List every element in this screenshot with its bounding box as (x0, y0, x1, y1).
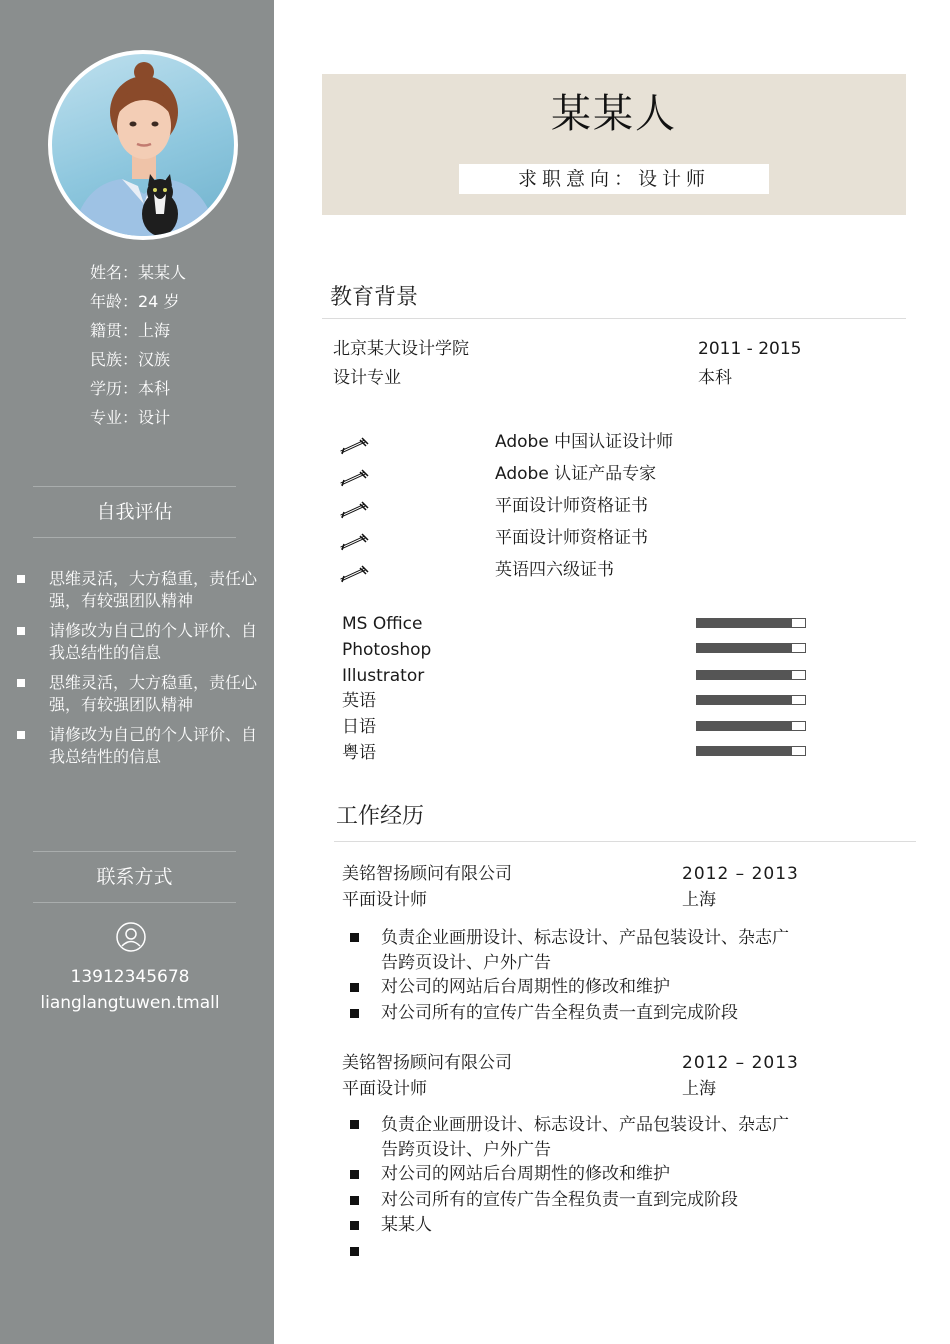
education-divider (322, 318, 906, 319)
skill-name: 英语 (342, 691, 376, 711)
avatar-portrait (52, 54, 234, 236)
user-circle-icon (116, 922, 146, 952)
info-major: 专业：设计 (90, 408, 171, 427)
skill-bar-fill (697, 619, 792, 627)
job-role: 平面设计师 (342, 1079, 427, 1099)
bullet-square (350, 1120, 359, 1129)
certificate-item: Adobe 中国认证设计师 (495, 432, 674, 452)
resume-name: 某某人 (551, 91, 677, 137)
diploma-icon (338, 500, 370, 520)
job-city: 上海 (682, 890, 716, 910)
contact-title: 联系方式 (33, 851, 236, 903)
bullet-square (350, 1196, 359, 1205)
job-years: 2012 – 2013 (682, 1053, 799, 1073)
info-name: 姓名：某某人 (90, 263, 187, 282)
education-title: 教育背景 (330, 285, 419, 310)
job-intent: 求职意向：设计师 (459, 164, 769, 194)
skill-name: Photoshop (342, 640, 432, 660)
diploma-icon (338, 468, 370, 488)
job-role: 平面设计师 (342, 890, 427, 910)
certificate-item: 英语四六级证书 (495, 560, 614, 580)
job-years: 2012 – 2013 (682, 864, 799, 884)
bullet-square (350, 1221, 359, 1230)
self-eval-item: 思维灵活，大方稳重，责任心强，有较强团队精神 (14, 568, 259, 612)
self-eval-item: 请修改为自己的个人评价、自我总结性的信息 (14, 620, 259, 664)
bullet-square (350, 1170, 359, 1179)
diploma-icon (338, 436, 370, 456)
certificate-item: 平面设计师资格证书 (495, 496, 648, 516)
info-education: 学历：本科 (90, 379, 171, 398)
bullet-square (350, 1247, 359, 1256)
job-duty: 对公司的网站后台周期性的修改和维护 (381, 1164, 670, 1184)
bullet-square (350, 933, 359, 942)
diploma-icon (338, 532, 370, 552)
work-title: 工作经历 (336, 804, 425, 829)
skill-bar (696, 695, 806, 705)
self-eval-list (14, 568, 259, 776)
skill-bar (696, 670, 806, 680)
info-hometown: 籍贯：上海 (90, 321, 171, 340)
skill-bar-fill (697, 696, 792, 704)
job-duty: 某某人 (381, 1215, 432, 1235)
work-divider (334, 841, 916, 842)
self-eval-title: 自我评估 (33, 486, 236, 538)
job-duty: 负责企业画册设计、标志设计、产品包装设计、杂志广告跨页设计、户外广告 (381, 928, 789, 973)
skill-bar-fill (697, 644, 792, 652)
diploma-icon (338, 564, 370, 584)
self-eval-item: 思维灵活，大方稳重，责任心强，有较强团队精神 (14, 672, 259, 716)
skill-bar (696, 721, 806, 731)
bullet-square (350, 1009, 359, 1018)
edu-years: 2011 - 2015 (698, 339, 802, 359)
avatar (48, 50, 238, 240)
skill-bar-fill (697, 722, 792, 730)
bullet-square (350, 983, 359, 992)
job-company: 美铭智扬顾问有限公司 (342, 864, 512, 884)
edu-major: 设计专业 (333, 368, 401, 388)
job-city: 上海 (682, 1079, 716, 1099)
job-company: 美铭智扬顾问有限公司 (342, 1053, 512, 1073)
certificate-item: 平面设计师资格证书 (495, 528, 648, 548)
skill-bar (696, 643, 806, 653)
job-duty: 对公司的网站后台周期性的修改和维护 (381, 977, 670, 997)
skill-bar-fill (697, 671, 792, 679)
edu-degree: 本科 (698, 368, 732, 388)
certificate-item: Adobe 认证产品专家 (495, 464, 657, 484)
skill-bar (696, 618, 806, 628)
contact-site: lianglangtuwen.tmall (40, 993, 220, 1013)
job-duty: 对公司所有的宣传广告全程负责一直到完成阶段 (381, 1190, 738, 1210)
header-box (322, 74, 906, 215)
skill-name: 日语 (342, 717, 376, 737)
job-duty: 负责企业画册设计、标志设计、产品包装设计、杂志广告跨页设计、户外广告 (381, 1115, 789, 1160)
skill-name: Illustrator (342, 666, 425, 686)
job-duty: 对公司所有的宣传广告全程负责一直到完成阶段 (381, 1003, 738, 1023)
self-eval-item: 请修改为自己的个人评价、自我总结性的信息 (14, 724, 259, 768)
contact-phone: 13912345678 (70, 967, 190, 987)
info-ethnicity: 民族：汉族 (90, 350, 171, 369)
skill-bar-fill (697, 747, 792, 755)
edu-school: 北京某大设计学院 (333, 339, 469, 359)
info-age: 年龄：24 岁 (90, 292, 180, 311)
skill-name: MS Office (342, 614, 423, 634)
skill-bar (696, 746, 806, 756)
personal-info (90, 258, 186, 432)
sidebar (0, 0, 274, 1344)
skill-name: 粤语 (342, 743, 376, 763)
